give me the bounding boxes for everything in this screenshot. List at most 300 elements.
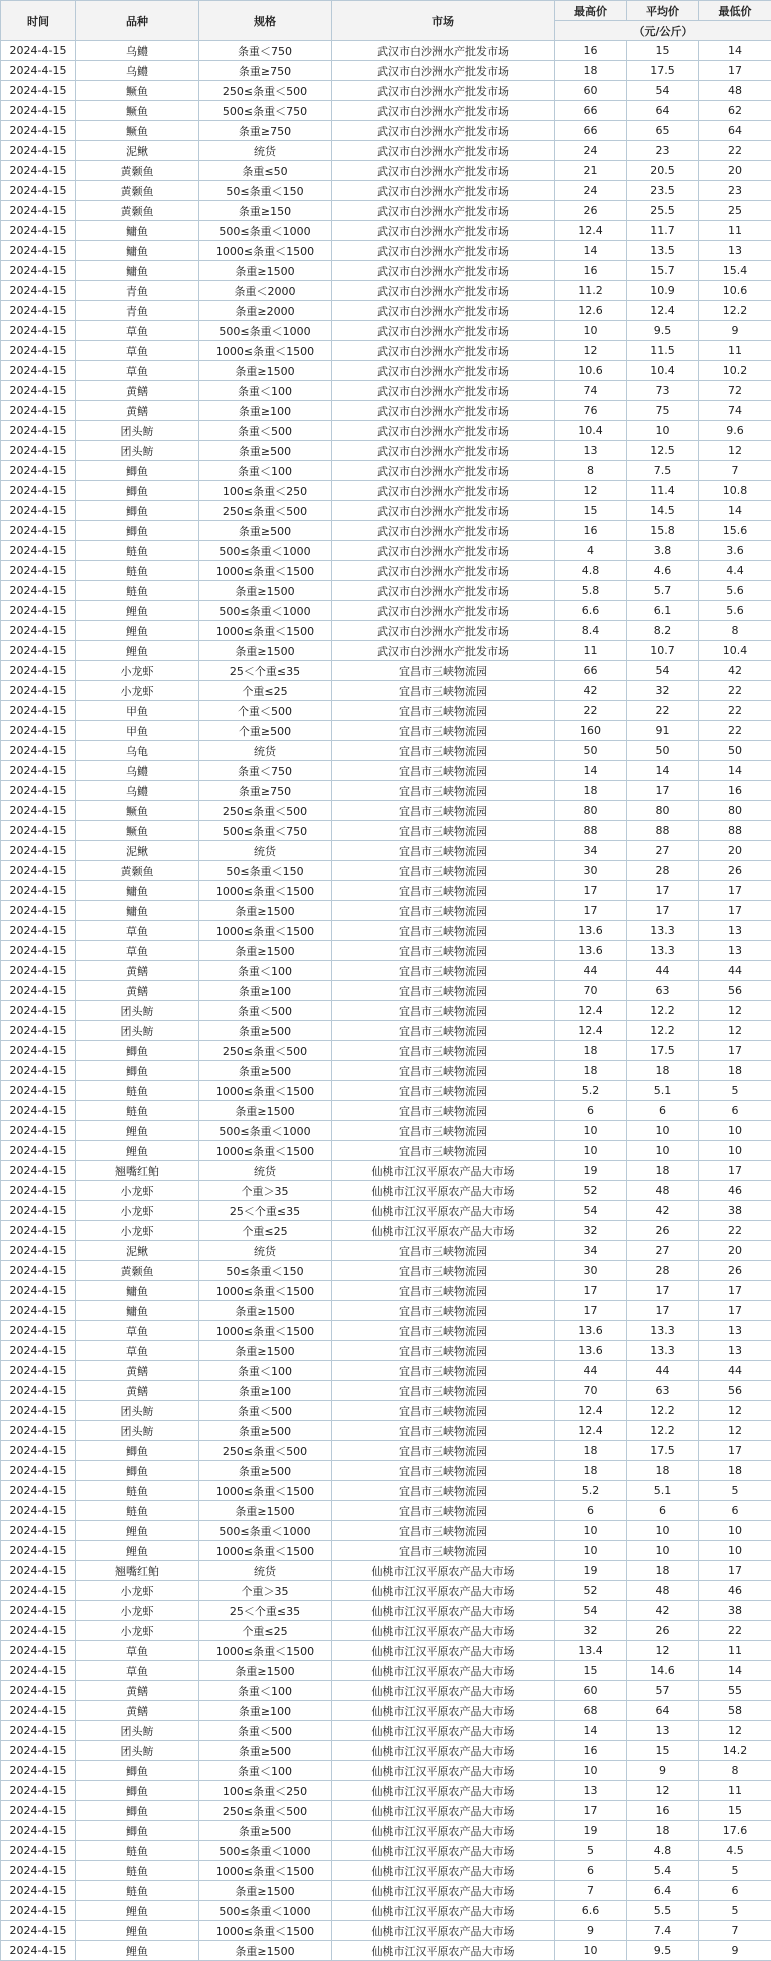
table-row [1, 101, 771, 121]
cell-max-price: 18 [555, 781, 627, 801]
table-row [1, 1221, 771, 1241]
cell-max-price: 70 [555, 1381, 627, 1401]
cell-avg-price: 14 [627, 761, 699, 781]
table-row [1, 1561, 771, 1581]
cell-min-price: 17 [699, 1281, 771, 1301]
cell-max-price: 15 [555, 501, 627, 521]
cell-avg-price: 63 [627, 981, 699, 1001]
cell-market: 宜昌市三峡物流园 [332, 681, 555, 701]
cell-avg-price: 13.3 [627, 1341, 699, 1361]
cell-max-price: 19 [555, 1561, 627, 1581]
cell-avg-price: 18 [627, 1161, 699, 1181]
cell-variety: 团头鲂 [76, 1721, 199, 1741]
table-row [1, 1721, 771, 1741]
cell-variety: 草鱼 [76, 361, 199, 381]
cell-market: 武汉市白沙洲水产批发市场 [332, 181, 555, 201]
cell-market: 仙桃市江汉平原农产品大市场 [332, 1761, 555, 1781]
cell-max-price: 5.8 [555, 581, 627, 601]
table-row [1, 1001, 771, 1021]
cell-time: 2024-4-15 [1, 521, 76, 541]
table-row [1, 481, 771, 501]
cell-variety: 鲫鱼 [76, 481, 199, 501]
cell-min-price: 22 [699, 141, 771, 161]
table-row [1, 1801, 771, 1821]
cell-spec: 500≤条重＜1000 [199, 1901, 332, 1921]
cell-avg-price: 15 [627, 41, 699, 61]
cell-market: 宜昌市三峡物流园 [332, 961, 555, 981]
cell-max-price: 14 [555, 1721, 627, 1741]
cell-spec: 条重≥1500 [199, 901, 332, 921]
cell-variety: 乌鳢 [76, 781, 199, 801]
cell-max-price: 60 [555, 1681, 627, 1701]
cell-max-price: 18 [555, 1041, 627, 1061]
cell-min-price: 10.8 [699, 481, 771, 501]
cell-variety: 鲢鱼 [76, 561, 199, 581]
cell-variety: 鲤鱼 [76, 1941, 199, 1961]
cell-max-price: 13.6 [555, 1341, 627, 1361]
cell-avg-price: 12 [627, 1781, 699, 1801]
table-row [1, 1701, 771, 1721]
cell-time: 2024-4-15 [1, 1801, 76, 1821]
cell-avg-price: 12.2 [627, 1001, 699, 1021]
cell-max-price: 54 [555, 1201, 627, 1221]
cell-min-price: 44 [699, 1361, 771, 1381]
cell-avg-price: 88 [627, 821, 699, 841]
cell-variety: 鲤鱼 [76, 1521, 199, 1541]
cell-min-price: 50 [699, 741, 771, 761]
cell-time: 2024-4-15 [1, 1641, 76, 1661]
cell-variety: 乌鳢 [76, 61, 199, 81]
cell-time: 2024-4-15 [1, 621, 76, 641]
cell-variety: 鲤鱼 [76, 601, 199, 621]
cell-spec: 条重≥1500 [199, 641, 332, 661]
cell-min-price: 5 [699, 1861, 771, 1881]
cell-market: 宜昌市三峡物流园 [332, 1081, 555, 1101]
table-row [1, 381, 771, 401]
cell-time: 2024-4-15 [1, 681, 76, 701]
cell-max-price: 44 [555, 1361, 627, 1381]
cell-variety: 鳙鱼 [76, 261, 199, 281]
cell-avg-price: 57 [627, 1681, 699, 1701]
cell-time: 2024-4-15 [1, 441, 76, 461]
cell-variety: 鳙鱼 [76, 1281, 199, 1301]
cell-time: 2024-4-15 [1, 1141, 76, 1161]
cell-variety: 黄颡鱼 [76, 1261, 199, 1281]
cell-spec: 条重＜100 [199, 461, 332, 481]
cell-min-price: 4.5 [699, 1841, 771, 1861]
cell-max-price: 66 [555, 101, 627, 121]
table-row [1, 321, 771, 341]
cell-spec: 统货 [199, 1561, 332, 1581]
cell-market: 宜昌市三峡物流园 [332, 1121, 555, 1141]
cell-time: 2024-4-15 [1, 161, 76, 181]
cell-market: 武汉市白沙洲水产批发市场 [332, 341, 555, 361]
cell-time: 2024-4-15 [1, 841, 76, 861]
header-unit: （元/公斤） [555, 21, 771, 41]
table-row [1, 641, 771, 661]
cell-time: 2024-4-15 [1, 1481, 76, 1501]
cell-avg-price: 13 [627, 1721, 699, 1741]
cell-avg-price: 13.5 [627, 241, 699, 261]
table-row [1, 121, 771, 141]
cell-min-price: 5 [699, 1901, 771, 1921]
cell-market: 宜昌市三峡物流园 [332, 1341, 555, 1361]
cell-max-price: 16 [555, 1741, 627, 1761]
cell-time: 2024-4-15 [1, 761, 76, 781]
cell-avg-price: 6.1 [627, 601, 699, 621]
cell-time: 2024-4-15 [1, 1221, 76, 1241]
cell-time: 2024-4-15 [1, 341, 76, 361]
cell-avg-price: 9 [627, 1761, 699, 1781]
cell-avg-price: 12.2 [627, 1021, 699, 1041]
cell-market: 宜昌市三峡物流园 [332, 1061, 555, 1081]
cell-avg-price: 12.5 [627, 441, 699, 461]
cell-spec: 条重≥1500 [199, 1881, 332, 1901]
table-row [1, 681, 771, 701]
cell-max-price: 34 [555, 1241, 627, 1261]
cell-time: 2024-4-15 [1, 1341, 76, 1361]
cell-market: 仙桃市江汉平原农产品大市场 [332, 1221, 555, 1241]
cell-min-price: 10.2 [699, 361, 771, 381]
cell-avg-price: 3.8 [627, 541, 699, 561]
cell-variety: 鳜鱼 [76, 81, 199, 101]
cell-max-price: 17 [555, 1281, 627, 1301]
cell-market: 武汉市白沙洲水产批发市场 [332, 421, 555, 441]
cell-max-price: 10 [555, 1541, 627, 1561]
cell-variety: 草鱼 [76, 1321, 199, 1341]
cell-max-price: 13.4 [555, 1641, 627, 1661]
cell-variety: 小龙虾 [76, 1601, 199, 1621]
cell-market: 宜昌市三峡物流园 [332, 701, 555, 721]
table-row [1, 1101, 771, 1121]
cell-max-price: 4.8 [555, 561, 627, 581]
cell-spec: 条重≥1500 [199, 1661, 332, 1681]
cell-market: 武汉市白沙洲水产批发市场 [332, 441, 555, 461]
cell-time: 2024-4-15 [1, 61, 76, 81]
cell-avg-price: 48 [627, 1181, 699, 1201]
cell-min-price: 46 [699, 1581, 771, 1601]
cell-time: 2024-4-15 [1, 641, 76, 661]
cell-variety: 团头鲂 [76, 1021, 199, 1041]
cell-variety: 鲤鱼 [76, 1921, 199, 1941]
cell-market: 宜昌市三峡物流园 [332, 901, 555, 921]
cell-min-price: 12 [699, 1421, 771, 1441]
cell-market: 宜昌市三峡物流园 [332, 1481, 555, 1501]
cell-max-price: 6.6 [555, 601, 627, 621]
table-row [1, 41, 771, 61]
cell-avg-price: 17.5 [627, 1441, 699, 1461]
cell-min-price: 11 [699, 1781, 771, 1801]
cell-avg-price: 16 [627, 1801, 699, 1821]
cell-max-price: 10.4 [555, 421, 627, 441]
cell-time: 2024-4-15 [1, 821, 76, 841]
cell-max-price: 11.2 [555, 281, 627, 301]
table-row [1, 881, 771, 901]
cell-variety: 乌龟 [76, 741, 199, 761]
cell-time: 2024-4-15 [1, 541, 76, 561]
cell-max-price: 12 [555, 481, 627, 501]
cell-time: 2024-4-15 [1, 941, 76, 961]
cell-variety: 小龙虾 [76, 661, 199, 681]
cell-max-price: 17 [555, 1301, 627, 1321]
table-row [1, 721, 771, 741]
cell-market: 仙桃市江汉平原农产品大市场 [332, 1901, 555, 1921]
cell-min-price: 26 [699, 861, 771, 881]
cell-min-price: 3.6 [699, 541, 771, 561]
cell-spec: 条重≥100 [199, 1381, 332, 1401]
cell-min-price: 12 [699, 1401, 771, 1421]
cell-spec: 500≤条重＜750 [199, 101, 332, 121]
cell-min-price: 5.6 [699, 581, 771, 601]
cell-spec: 25＜个重≤35 [199, 1201, 332, 1221]
table-row [1, 281, 771, 301]
cell-variety: 黄鳝 [76, 981, 199, 1001]
cell-max-price: 5.2 [555, 1481, 627, 1501]
table-row [1, 1621, 771, 1641]
cell-variety: 草鱼 [76, 1661, 199, 1681]
cell-avg-price: 63 [627, 1381, 699, 1401]
cell-spec: 条重≥1500 [199, 1341, 332, 1361]
cell-avg-price: 17 [627, 781, 699, 801]
cell-time: 2024-4-15 [1, 901, 76, 921]
cell-spec: 25＜个重≤35 [199, 1601, 332, 1621]
cell-time: 2024-4-15 [1, 1021, 76, 1041]
cell-avg-price: 9.5 [627, 321, 699, 341]
cell-spec: 条重≥150 [199, 201, 332, 221]
header-variety: 品种 [76, 1, 199, 41]
table-row [1, 1641, 771, 1661]
cell-spec: 1000≤条重＜1500 [199, 1281, 332, 1301]
cell-spec: 条重≥750 [199, 781, 332, 801]
cell-avg-price: 26 [627, 1621, 699, 1641]
cell-market: 宜昌市三峡物流园 [332, 801, 555, 821]
cell-min-price: 12.2 [699, 301, 771, 321]
cell-time: 2024-4-15 [1, 1501, 76, 1521]
cell-max-price: 30 [555, 1261, 627, 1281]
cell-spec: 条重≥100 [199, 981, 332, 1001]
cell-variety: 草鱼 [76, 321, 199, 341]
cell-avg-price: 17 [627, 1301, 699, 1321]
cell-min-price: 56 [699, 1381, 771, 1401]
cell-avg-price: 10 [627, 421, 699, 441]
cell-variety: 黄鳝 [76, 401, 199, 421]
cell-min-price: 11 [699, 341, 771, 361]
cell-variety: 鲫鱼 [76, 501, 199, 521]
table-row [1, 981, 771, 1001]
table-row [1, 1441, 771, 1461]
cell-variety: 甲鱼 [76, 701, 199, 721]
cell-variety: 团头鲂 [76, 421, 199, 441]
cell-min-price: 7 [699, 461, 771, 481]
cell-max-price: 17 [555, 881, 627, 901]
cell-variety: 小龙虾 [76, 1581, 199, 1601]
cell-avg-price: 12.2 [627, 1401, 699, 1421]
cell-time: 2024-4-15 [1, 181, 76, 201]
cell-max-price: 13.6 [555, 941, 627, 961]
table-row [1, 1941, 771, 1961]
table-row [1, 861, 771, 881]
cell-avg-price: 15 [627, 1741, 699, 1761]
cell-time: 2024-4-15 [1, 1081, 76, 1101]
cell-market: 武汉市白沙洲水产批发市场 [332, 101, 555, 121]
table-row [1, 1861, 771, 1881]
cell-spec: 条重≥1500 [199, 1301, 332, 1321]
cell-avg-price: 10 [627, 1521, 699, 1541]
cell-market: 宜昌市三峡物流园 [332, 721, 555, 741]
table-row [1, 521, 771, 541]
cell-min-price: 9 [699, 321, 771, 341]
cell-market: 宜昌市三峡物流园 [332, 1381, 555, 1401]
cell-avg-price: 11.7 [627, 221, 699, 241]
cell-avg-price: 8.2 [627, 621, 699, 641]
cell-market: 宜昌市三峡物流园 [332, 1001, 555, 1021]
cell-market: 仙桃市江汉平原农产品大市场 [332, 1821, 555, 1841]
table-row [1, 1041, 771, 1061]
table-row [1, 261, 771, 281]
cell-spec: 1000≤条重＜1500 [199, 1921, 332, 1941]
cell-spec: 统货 [199, 141, 332, 161]
cell-spec: 1000≤条重＜1500 [199, 1641, 332, 1661]
cell-market: 仙桃市江汉平原农产品大市场 [332, 1581, 555, 1601]
cell-variety: 鲤鱼 [76, 621, 199, 641]
cell-market: 宜昌市三峡物流园 [332, 1461, 555, 1481]
table-row [1, 501, 771, 521]
cell-spec: 条重≥500 [199, 1061, 332, 1081]
cell-spec: 500≤条重＜1000 [199, 1521, 332, 1541]
cell-min-price: 20 [699, 161, 771, 181]
cell-avg-price: 20.5 [627, 161, 699, 181]
cell-time: 2024-4-15 [1, 1841, 76, 1861]
cell-max-price: 54 [555, 1601, 627, 1621]
cell-max-price: 18 [555, 61, 627, 81]
cell-min-price: 22 [699, 721, 771, 741]
table-row [1, 901, 771, 921]
cell-market: 武汉市白沙洲水产批发市场 [332, 161, 555, 181]
cell-time: 2024-4-15 [1, 881, 76, 901]
cell-time: 2024-4-15 [1, 1921, 76, 1941]
cell-time: 2024-4-15 [1, 1181, 76, 1201]
cell-variety: 鳜鱼 [76, 101, 199, 121]
table-body [1, 41, 771, 1961]
cell-time: 2024-4-15 [1, 1201, 76, 1221]
cell-time: 2024-4-15 [1, 141, 76, 161]
cell-spec: 1000≤条重＜1500 [199, 1141, 332, 1161]
cell-variety: 泥鳅 [76, 841, 199, 861]
cell-market: 仙桃市江汉平原农产品大市场 [332, 1701, 555, 1721]
cell-spec: 条重≥500 [199, 441, 332, 461]
cell-market: 武汉市白沙洲水产批发市场 [332, 541, 555, 561]
cell-time: 2024-4-15 [1, 1361, 76, 1381]
table-row [1, 1421, 771, 1441]
cell-market: 宜昌市三峡物流园 [332, 1021, 555, 1041]
cell-spec: 50≤条重＜150 [199, 861, 332, 881]
cell-avg-price: 6.4 [627, 1881, 699, 1901]
cell-variety: 黄鳝 [76, 961, 199, 981]
cell-market: 宜昌市三峡物流园 [332, 881, 555, 901]
table-row [1, 1581, 771, 1601]
cell-max-price: 74 [555, 381, 627, 401]
cell-avg-price: 10.9 [627, 281, 699, 301]
cell-avg-price: 5.1 [627, 1481, 699, 1501]
cell-market: 宜昌市三峡物流园 [332, 1361, 555, 1381]
cell-avg-price: 42 [627, 1601, 699, 1621]
table-row [1, 401, 771, 421]
cell-variety: 黄颡鱼 [76, 181, 199, 201]
cell-avg-price: 28 [627, 1261, 699, 1281]
table-row [1, 1681, 771, 1701]
cell-market: 仙桃市江汉平原农产品大市场 [332, 1861, 555, 1881]
cell-min-price: 48 [699, 81, 771, 101]
cell-time: 2024-4-15 [1, 1301, 76, 1321]
cell-time: 2024-4-15 [1, 1581, 76, 1601]
cell-market: 宜昌市三峡物流园 [332, 661, 555, 681]
cell-min-price: 13 [699, 1321, 771, 1341]
cell-market: 宜昌市三峡物流园 [332, 1321, 555, 1341]
table-row [1, 1081, 771, 1101]
cell-variety: 鲢鱼 [76, 1501, 199, 1521]
cell-time: 2024-4-15 [1, 1821, 76, 1841]
table-row [1, 1821, 771, 1841]
cell-max-price: 16 [555, 261, 627, 281]
cell-min-price: 5 [699, 1481, 771, 1501]
cell-market: 武汉市白沙洲水产批发市场 [332, 501, 555, 521]
table-row [1, 221, 771, 241]
cell-min-price: 17 [699, 61, 771, 81]
cell-market: 宜昌市三峡物流园 [332, 761, 555, 781]
cell-time: 2024-4-15 [1, 1721, 76, 1741]
table-row [1, 461, 771, 481]
cell-spec: 条重≥2000 [199, 301, 332, 321]
cell-min-price: 5.6 [699, 601, 771, 621]
cell-max-price: 17 [555, 901, 627, 921]
cell-time: 2024-4-15 [1, 1661, 76, 1681]
cell-min-price: 62 [699, 101, 771, 121]
cell-market: 武汉市白沙洲水产批发市场 [332, 41, 555, 61]
cell-time: 2024-4-15 [1, 501, 76, 521]
cell-market: 宜昌市三峡物流园 [332, 981, 555, 1001]
table-row [1, 161, 771, 181]
cell-variety: 团头鲂 [76, 1741, 199, 1761]
cell-min-price: 10 [699, 1541, 771, 1561]
cell-min-price: 8 [699, 621, 771, 641]
cell-variety: 黄鳝 [76, 1361, 199, 1381]
cell-time: 2024-4-15 [1, 81, 76, 101]
cell-spec: 500≤条重＜1000 [199, 1121, 332, 1141]
cell-min-price: 42 [699, 661, 771, 681]
cell-market: 武汉市白沙洲水产批发市场 [332, 621, 555, 641]
cell-spec: 条重＜750 [199, 41, 332, 61]
table-row [1, 1141, 771, 1161]
cell-avg-price: 14.6 [627, 1661, 699, 1681]
cell-spec: 条重≥1500 [199, 1501, 332, 1521]
cell-market: 仙桃市江汉平原农产品大市场 [332, 1921, 555, 1941]
cell-max-price: 12.6 [555, 301, 627, 321]
cell-spec: 100≤条重＜250 [199, 481, 332, 501]
cell-spec: 条重＜500 [199, 421, 332, 441]
cell-spec: 1000≤条重＜1500 [199, 561, 332, 581]
cell-avg-price: 28 [627, 861, 699, 881]
cell-market: 宜昌市三峡物流园 [332, 1401, 555, 1421]
cell-spec: 条重≥1500 [199, 261, 332, 281]
cell-variety: 黄鳝 [76, 1681, 199, 1701]
cell-market: 仙桃市江汉平原农产品大市场 [332, 1641, 555, 1661]
cell-min-price: 18 [699, 1061, 771, 1081]
cell-spec: 统货 [199, 741, 332, 761]
cell-min-price: 88 [699, 821, 771, 841]
cell-variety: 草鱼 [76, 341, 199, 361]
cell-time: 2024-4-15 [1, 1241, 76, 1261]
cell-variety: 鲫鱼 [76, 461, 199, 481]
